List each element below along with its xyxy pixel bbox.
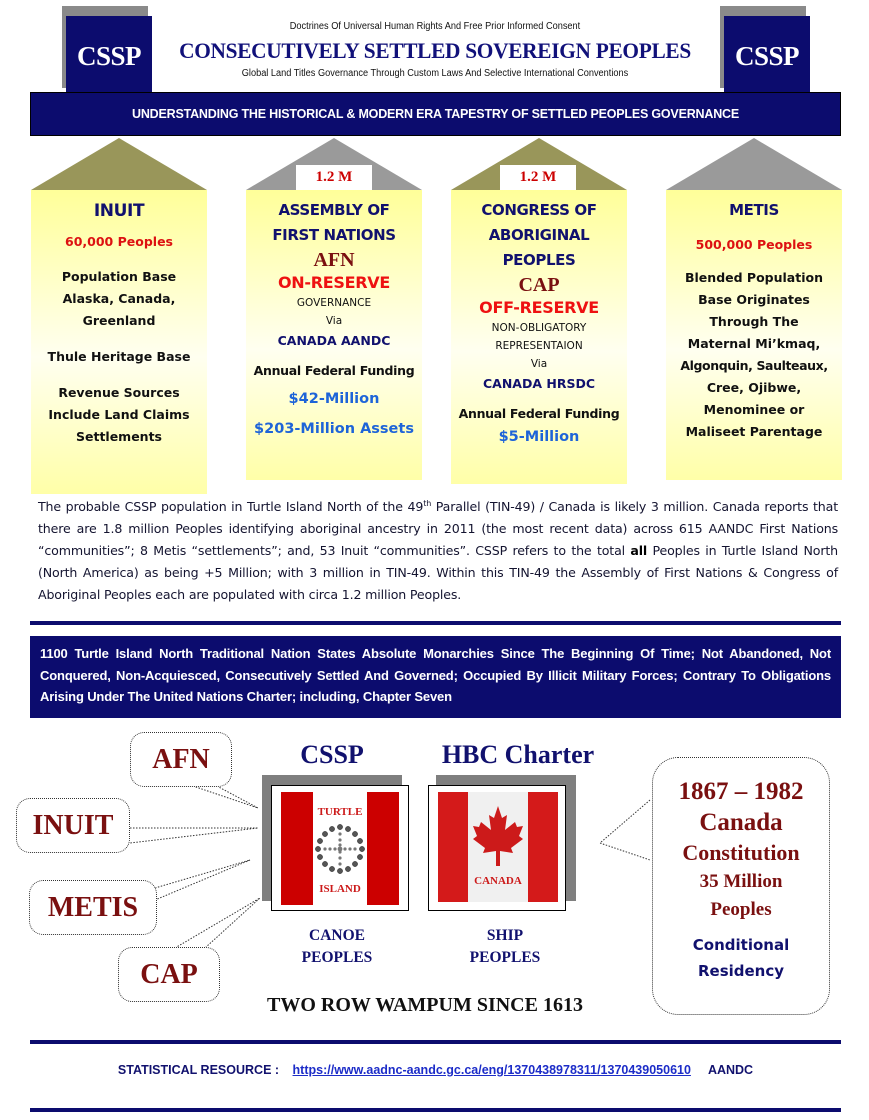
house-title: INUIT <box>93 201 145 221</box>
flag-image <box>438 792 558 902</box>
turtle-island-flag <box>262 775 407 912</box>
flag-word-bottom: CANADA <box>474 875 522 887</box>
cssp-logo-right <box>720 6 810 96</box>
line: Menominee or <box>703 402 805 417</box>
statement-text: 1100 Turtle Island North Traditional Nation States Absolute Monarchies Since The Beginning Of Time; Not Abandoned, Not Conquered, Non-Acquiesced, Consecutively Settled And Governed; Occupied By Illicit Military Forces; Contrary To Obligations Arising Under The United Nations Charter; including, Chapter Seven <box>40 646 831 704</box>
sovereignty-statement <box>30 636 841 718</box>
house-title-line: CONGRESS OF <box>481 201 597 219</box>
logo-text: CSSP <box>724 16 810 96</box>
line: Alaska, Canada, <box>62 291 176 306</box>
house-title-line: PEOPLES <box>502 251 576 269</box>
footer-source: AANDC <box>707 1063 754 1077</box>
constitution-line: Canada <box>699 809 783 836</box>
small-line: GOVERNANCE <box>296 297 372 309</box>
funding-amount: $42-Million <box>288 391 380 407</box>
population: 500,000 Peoples <box>695 237 813 252</box>
para-superscript: th <box>423 499 432 508</box>
house-body <box>666 190 842 480</box>
flag-word-top: TURTLE <box>317 806 363 818</box>
flag-frame <box>428 785 566 911</box>
house-title-line: ASSEMBLY OF <box>278 201 390 219</box>
reserve-status: OFF-RESERVE <box>479 298 599 317</box>
flag-center <box>468 792 528 902</box>
label-line: PEOPLES <box>301 949 373 966</box>
page-title: CONSECUTIVELY SETTLED SOVEREIGN PEOPLES <box>179 38 691 63</box>
population-paragraph <box>38 493 838 606</box>
small-line: Via <box>530 358 548 370</box>
line: Population Base <box>61 269 177 284</box>
label-line: CANOE <box>309 927 365 944</box>
header-subtitle-top: Doctrines Of Universal Human Rights And Free Prior Informed Consent <box>289 21 581 32</box>
assets-amount: $203-Million Assets <box>254 421 414 437</box>
residency-line: Conditional <box>692 936 790 954</box>
funding-amount: $5-Million <box>498 429 580 445</box>
flag-label-canoe <box>262 925 412 969</box>
callout-afn <box>130 732 232 787</box>
population-line: Peoples <box>710 899 772 920</box>
abbreviation: CAP <box>518 274 560 296</box>
callout-text: METIS <box>47 891 139 923</box>
flag-red-bar <box>438 792 468 902</box>
population-base <box>31 266 207 332</box>
house-title: METIS <box>729 201 779 219</box>
divider <box>30 1040 841 1044</box>
line: Through The <box>709 314 799 329</box>
flag-heading-hbc: HBC Charter <box>441 740 595 769</box>
revenue-sources <box>31 382 207 448</box>
header-subtitle-bottom: Global Land Titles Governance Through Custom Laws And Selective International Conventions <box>241 68 629 79</box>
callout-inuit <box>16 798 130 853</box>
flag-label-ship <box>430 925 580 969</box>
funding-label: Annual Federal Funding <box>458 406 620 421</box>
callout-cap <box>118 947 220 1002</box>
line: Base Originates <box>698 292 810 307</box>
flag-heading-cssp: CSSP <box>300 740 364 769</box>
line: Algonquin, Saulteaux, <box>680 358 828 373</box>
house-title-line: FIRST NATIONS <box>272 226 396 244</box>
house-body <box>246 190 422 480</box>
agency: CANADA AANDC <box>277 333 391 348</box>
para-text: Peoples in Turtle Island North (North America) as being +5 Million; with 3 million in TIN-49. Within this TIN-49 the Assembly of First Nations & Congress of Aboriginal Peoples each are populated with circa 1.2 million Peoples. <box>38 543 838 603</box>
flag-word-bottom: ISLAND <box>319 883 361 895</box>
line: Maternal Mi’kmaq, <box>687 336 821 351</box>
footer-label: STATISTICAL RESOURCE : <box>117 1063 280 1077</box>
statistical-resource-link[interactable]: https://www.aadnc-aandc.gc.ca/eng/1370438978311/1370439050610 <box>292 1063 691 1077</box>
small-line: Via <box>325 315 343 327</box>
callout-text: INUIT <box>32 809 114 841</box>
line: Maliseet Parentage <box>685 424 823 439</box>
callout-text: AFN <box>152 743 210 775</box>
callout-metis <box>29 880 157 935</box>
logo-text: CSSP <box>66 16 152 96</box>
roof-gray <box>666 138 842 190</box>
small-line: REPRESENTAION <box>495 340 583 352</box>
house-body <box>31 190 207 494</box>
origin-description <box>666 267 842 443</box>
line: Settlements <box>75 429 162 444</box>
flag-center <box>313 792 367 905</box>
flag-red-bar <box>367 792 399 905</box>
flag-red-bar <box>528 792 558 902</box>
divider <box>30 621 841 625</box>
population-tag: 1.2 M <box>500 165 576 190</box>
line: Blended Population <box>685 270 823 285</box>
flag-frame <box>271 785 409 911</box>
divider <box>30 1108 841 1112</box>
small-line: NON-OBLIGATORY <box>491 322 587 334</box>
maple-leaf-icon <box>471 804 525 868</box>
line: Greenland <box>82 313 156 328</box>
constitution-years: 1867 – 1982 <box>678 778 804 805</box>
population-tag: 1.2 M <box>296 165 372 190</box>
constitution-line: Constitution <box>682 840 800 865</box>
banner-text: UNDERSTANDING THE HISTORICAL & MODERN ERA TAPESTRY OF SETTLED PEOPLES GOVERNANCE <box>132 107 739 121</box>
statistical-resource <box>30 1063 841 1077</box>
two-row-wampum-caption: TWO ROW WAMPUM SINCE 1613 <box>267 994 583 1016</box>
canada-flag <box>428 775 573 912</box>
house-title-line: ABORIGINAL <box>488 226 590 244</box>
roof-olive <box>31 138 207 190</box>
abbreviation: AFN <box>313 249 355 271</box>
population: 60,000 Peoples <box>65 234 173 249</box>
line: Include Land Claims <box>48 407 190 422</box>
residency-line: Residency <box>697 962 785 980</box>
flag-image <box>281 792 399 905</box>
flag-red-bar <box>281 792 313 905</box>
cssp-logo-left <box>62 6 152 96</box>
line: Cree, Ojibwe, <box>706 380 802 395</box>
population-line: 35 Million <box>699 871 783 892</box>
heritage: Thule Heritage Base <box>47 349 191 364</box>
house-body <box>451 190 627 484</box>
wampum-circle-icon <box>313 822 367 876</box>
funding-label: Annual Federal Funding <box>253 363 415 378</box>
para-text: Parallel (TIN-49) / Canada is likely 3 million. Canada reports that there are 1.8 million Peoples identifying aboriginal ancestry in 2011 (the most recent data) across 615 AANDC First Nations “communities”; 8 Metis “settlements”; and, 53 Inuit “communities”. CSSP refers to the total <box>38 499 838 559</box>
section-banner <box>30 92 841 136</box>
para-bold: all <box>630 543 648 559</box>
reserve-status: ON-RESERVE <box>278 273 390 292</box>
callout-text: CAP <box>140 958 198 990</box>
label-line: SHIP <box>486 927 524 944</box>
agency: CANADA HRSDC <box>482 376 596 391</box>
label-line: PEOPLES <box>469 949 541 966</box>
line: Revenue Sources <box>58 385 180 400</box>
callout-canada-constitution <box>652 757 830 1015</box>
para-text: The probable CSSP population in Turtle Island North of the 49 <box>38 499 424 515</box>
